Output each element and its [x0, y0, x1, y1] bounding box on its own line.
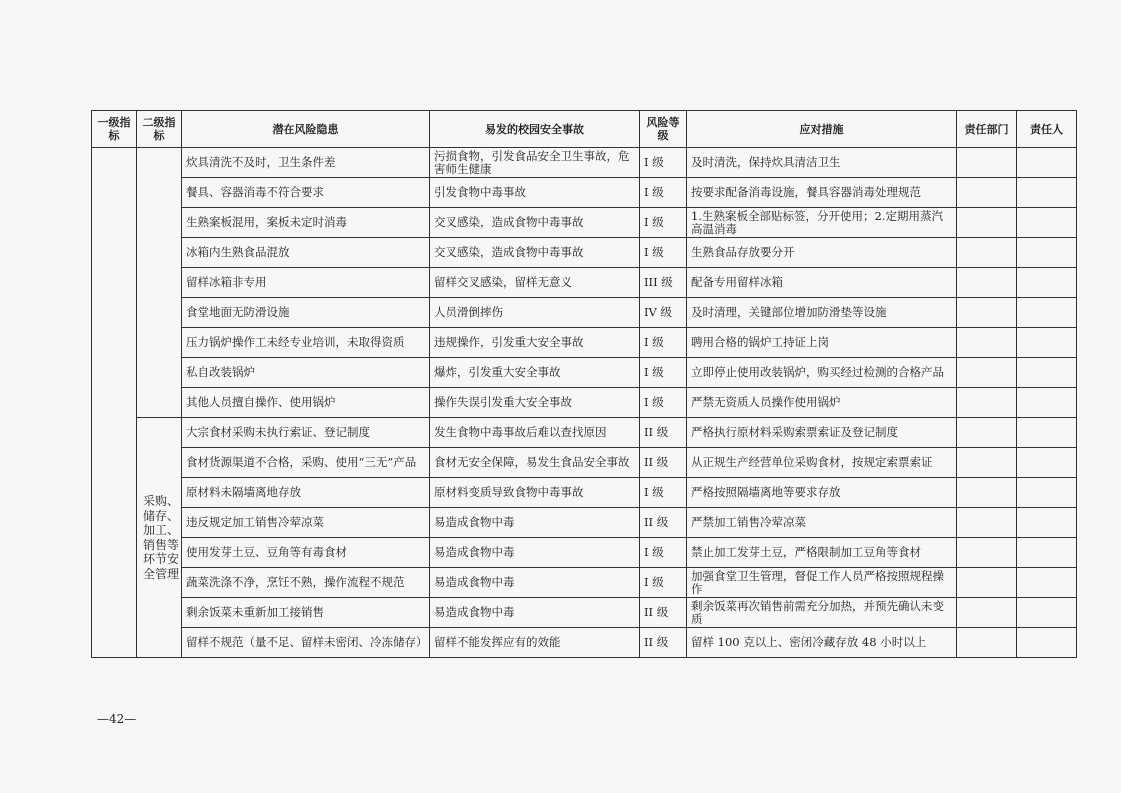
person-cell: [1017, 538, 1077, 568]
risk-level-cell: I 级: [640, 358, 687, 388]
risk-level-cell: I 级: [640, 208, 687, 238]
accident-cell: 违规操作，引发重大安全事故: [430, 328, 640, 358]
measure-cell: 按要求配备消毒设施，餐具容器消毒处理规范: [687, 178, 957, 208]
table-row: [92, 298, 1077, 328]
person-cell: [1017, 268, 1077, 298]
person-cell: [1017, 508, 1077, 538]
risk-level-cell: I 级: [640, 388, 687, 418]
accident-cell: 操作失误引发重大安全事故: [430, 388, 640, 418]
dept-cell: [957, 418, 1017, 448]
accident-cell: 污损食物，引发食品安全卫生事故，危害师生健康: [430, 148, 640, 178]
measure-cell: 及时清理，关键部位增加防滑垫等设施: [687, 298, 957, 328]
dept-cell: [957, 268, 1017, 298]
level2-cell-empty: [137, 148, 182, 418]
hazard-cell: 原材料未隔墙离地存放: [182, 478, 430, 508]
dept-cell: [957, 538, 1017, 568]
header-level2: 二级指标: [137, 111, 182, 148]
accident-cell: 人员滑倒摔伤: [430, 298, 640, 328]
accident-cell: 易造成食物中毒: [430, 538, 640, 568]
table-row: [92, 508, 1077, 538]
hazard-cell: 剩余饭菜未重新加工接销售: [182, 598, 430, 628]
person-cell: [1017, 208, 1077, 238]
dept-cell: [957, 598, 1017, 628]
table-body: [92, 148, 1077, 658]
dept-cell: [957, 568, 1017, 598]
dept-cell: [957, 298, 1017, 328]
dept-cell: [957, 388, 1017, 418]
measure-cell: 立即停止使用改装锅炉，购买经过检测的合格产品: [687, 358, 957, 388]
table-row: [92, 538, 1077, 568]
measure-cell: 剩余饭菜再次销售前需充分加热，并预先确认未变质: [687, 598, 957, 628]
measure-cell: 严格按照隔墙离地等要求存放: [687, 478, 957, 508]
dept-cell: [957, 448, 1017, 478]
person-cell: [1017, 178, 1077, 208]
dept-cell: [957, 148, 1017, 178]
measure-cell: 及时清洗，保持炊具清洁卫生: [687, 148, 957, 178]
risk-level-cell: II 级: [640, 418, 687, 448]
table-row: [92, 238, 1077, 268]
person-cell: [1017, 628, 1077, 658]
accident-cell: 交叉感染，造成食物中毒事故: [430, 208, 640, 238]
person-cell: [1017, 238, 1077, 268]
risk-level-cell: II 级: [640, 448, 687, 478]
hazard-cell: 其他人员擅自操作、使用锅炉: [182, 388, 430, 418]
header-risk-level: 风险等级: [640, 111, 687, 148]
table-row: [92, 388, 1077, 418]
level2-group-label: [137, 418, 182, 658]
accident-cell: 易造成食物中毒: [430, 508, 640, 538]
level1-cell: [92, 148, 137, 658]
measure-cell: 严禁无资质人员操作使用锅炉: [687, 388, 957, 418]
accident-cell: 发生食物中毒事故后难以查找原因: [430, 418, 640, 448]
hazard-cell: 使用发芽土豆、豆角等有毒食材: [182, 538, 430, 568]
header-dept: 责任部门: [957, 111, 1017, 148]
risk-level-cell: II 级: [640, 508, 687, 538]
page-number: —42—: [97, 712, 137, 726]
table-row: [92, 478, 1077, 508]
risk-level-cell: I 级: [640, 328, 687, 358]
table-row: [92, 598, 1077, 628]
table-row: [92, 148, 1077, 178]
accident-cell: 原材料变质导致食物中毒事故: [430, 478, 640, 508]
table-row: [92, 208, 1077, 238]
hazard-cell: 炊具清洗不及时，卫生条件差: [182, 148, 430, 178]
accident-cell: 食材无安全保障，易发生食品安全事故: [430, 448, 640, 478]
header-level1: 一级指标: [92, 111, 137, 148]
person-cell: [1017, 328, 1077, 358]
dept-cell: [957, 328, 1017, 358]
accident-cell: 留样不能发挥应有的效能: [430, 628, 640, 658]
table-row: [92, 418, 1077, 448]
risk-level-cell: I 级: [640, 478, 687, 508]
person-cell: [1017, 568, 1077, 598]
hazard-cell: 大宗食材采购未执行索证、登记制度: [182, 418, 430, 448]
header-accident: 易发的校园安全事故: [430, 111, 640, 148]
measure-cell: 从正规生产经营单位采购食材，按规定索票索证: [687, 448, 957, 478]
hazard-cell: 食材货源渠道不合格，采购、使用“三无”产品: [182, 448, 430, 478]
measure-cell: 禁止加工发芽土豆，严格限制加工豆角等食材: [687, 538, 957, 568]
header-hazard: 潜在风险隐患: [182, 111, 430, 148]
dept-cell: [957, 238, 1017, 268]
accident-cell: 留样交叉感染，留样无意义: [430, 268, 640, 298]
dept-cell: [957, 208, 1017, 238]
dept-cell: [957, 628, 1017, 658]
table-row: [92, 268, 1077, 298]
table-row: [92, 448, 1077, 478]
accident-cell: 交叉感染，造成食物中毒事故: [430, 238, 640, 268]
hazard-cell: 私自改装锅炉: [182, 358, 430, 388]
risk-level-cell: II 级: [640, 628, 687, 658]
table-row: [92, 178, 1077, 208]
measure-cell: 配备专用留样冰箱: [687, 268, 957, 298]
risk-level-cell: I 级: [640, 538, 687, 568]
measure-cell: 加强食堂卫生管理，督促工作人员严格按照规程操作: [687, 568, 957, 598]
risk-level-cell: II 级: [640, 598, 687, 628]
accident-cell: 引发食物中毒事故: [430, 178, 640, 208]
measure-cell: 严格执行原材料采购索票索证及登记制度: [687, 418, 957, 448]
risk-level-cell: I 级: [640, 238, 687, 268]
table-row: [92, 328, 1077, 358]
risk-level-cell: I 级: [640, 148, 687, 178]
hazard-cell: 餐具、容器消毒不符合要求: [182, 178, 430, 208]
header-measures: 应对措施: [687, 111, 957, 148]
person-cell: [1017, 388, 1077, 418]
table-row: [92, 568, 1077, 598]
risk-level-cell: I 级: [640, 568, 687, 598]
measure-cell: 留样 100 克以上、密闭冷藏存放 48 小时以上: [687, 628, 957, 658]
dept-cell: [957, 478, 1017, 508]
accident-cell: 易造成食物中毒: [430, 568, 640, 598]
header-person: 责任人: [1017, 111, 1077, 148]
dept-cell: [957, 508, 1017, 538]
dept-cell: [957, 178, 1017, 208]
hazard-cell: 冰箱内生熟食品混放: [182, 238, 430, 268]
person-cell: [1017, 448, 1077, 478]
person-cell: [1017, 358, 1077, 388]
hazard-cell: 留样不规范（量不足、留样未密闭、冷冻储存）: [182, 628, 430, 658]
table-row: [92, 358, 1077, 388]
hazard-cell: 食堂地面无防滑设施: [182, 298, 430, 328]
hazard-cell: 压力锅炉操作工未经专业培训，未取得资质: [182, 328, 430, 358]
level2-group-text: 采购、储存、加工、销售等环节安全管理: [142, 494, 179, 581]
risk-level-cell: III 级: [640, 268, 687, 298]
hazard-cell: 蔬菜洗涤不净，烹饪不熟，操作流程不规范: [182, 568, 430, 598]
person-cell: [1017, 418, 1077, 448]
risk-level-cell: IV 级: [640, 298, 687, 328]
person-cell: [1017, 478, 1077, 508]
measure-cell: 严禁加工销售冷荤凉菜: [687, 508, 957, 538]
hazard-cell: 生熟案板混用，案板未定时消毒: [182, 208, 430, 238]
measure-cell: 1.生熟案板全部贴标签，分开使用；2.定期用蒸汽高温消毒: [687, 208, 957, 238]
person-cell: [1017, 298, 1077, 328]
table-row: [92, 628, 1077, 658]
person-cell: [1017, 598, 1077, 628]
table-header: [92, 111, 1077, 148]
risk-table: [91, 110, 1077, 658]
person-cell: [1017, 148, 1077, 178]
measure-cell: 生熟食品存放要分开: [687, 238, 957, 268]
accident-cell: 爆炸，引发重大安全事故: [430, 358, 640, 388]
risk-level-cell: I 级: [640, 178, 687, 208]
accident-cell: 易造成食物中毒: [430, 598, 640, 628]
hazard-cell: 违反规定加工销售冷荤凉菜: [182, 508, 430, 538]
measure-cell: 聘用合格的锅炉工持证上岗: [687, 328, 957, 358]
hazard-cell: 留样冰箱非专用: [182, 268, 430, 298]
dept-cell: [957, 358, 1017, 388]
